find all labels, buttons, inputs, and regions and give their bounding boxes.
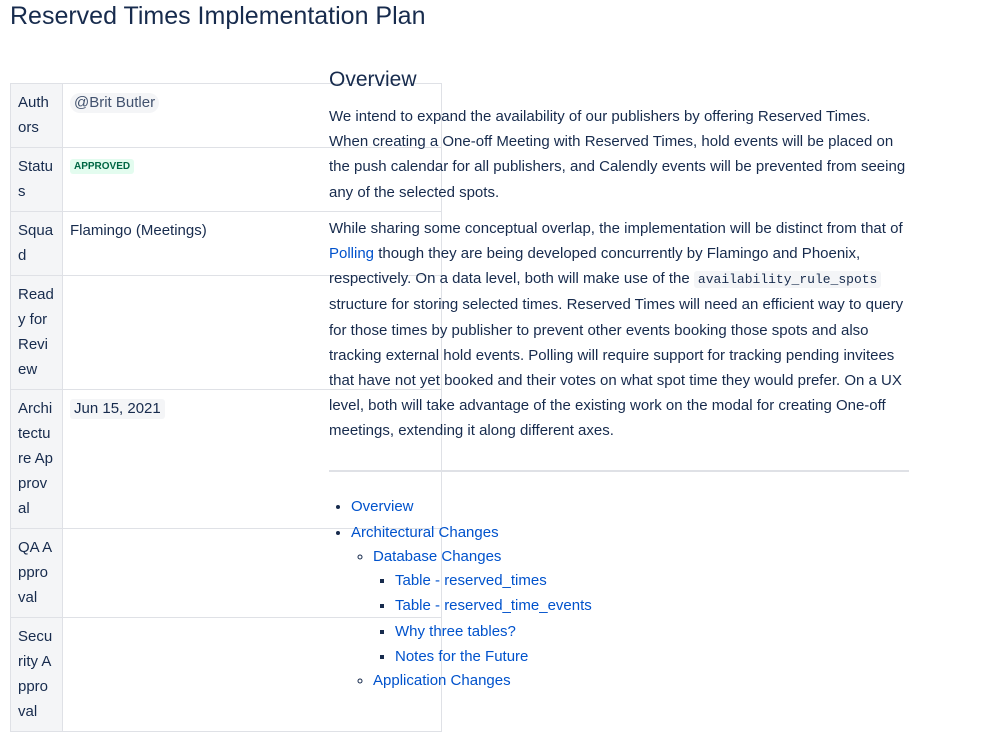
toc-item (351, 494, 909, 520)
qa-approval-label: QA Approval (11, 529, 63, 618)
ready-for-review-label: Ready for Review (11, 276, 63, 390)
approval-date[interactable]: Jun 15, 2021 (70, 399, 165, 419)
security-approval-label: Security Approval (11, 618, 63, 732)
squad-value: Flamingo (Meetings) (63, 212, 442, 276)
divider (329, 470, 909, 472)
inline-code: availability_rule_spots (694, 271, 881, 288)
paragraph-text: structure for storing selected times. Reserved Times will need an efficient way to query for those times by publisher to prevent other events booking those spots and also tracking external hold events. Polling will require support for tracking pending invitees that have not yet booked and their votes on what spot time they would prefer. On a UX level, both will take advantage of the existing work on the modal for creating One-off meetings, extending it along different axes. (329, 296, 904, 440)
architecture-approval-label: Architecture Approval (11, 390, 63, 529)
toc-link-overview[interactable]: Overview (351, 497, 414, 515)
table-of-contents (329, 494, 909, 692)
toc-link-notes-future[interactable]: Notes for the Future (395, 648, 529, 666)
toc-link-database-changes[interactable]: Database Changes (373, 547, 502, 565)
paragraph-text: While sharing some conceptual overlap, the implementation will be distinct from that of (329, 219, 903, 237)
toc-item (373, 670, 909, 692)
toc-sublist (373, 568, 909, 670)
toc-link-why-three-tables[interactable]: Why three tables? (395, 622, 516, 640)
toc-item (395, 644, 909, 670)
toc-item (351, 520, 909, 692)
toc-item (395, 619, 909, 645)
toc-link-application-changes[interactable]: Application Changes (373, 671, 511, 689)
toc-item (373, 546, 909, 670)
toc-item (395, 593, 909, 619)
main-content (329, 66, 909, 692)
toc-link-reserved-time-events[interactable]: Table - reserved_time_events (395, 597, 592, 615)
toc-link-reserved-times[interactable]: Table - reserved_times (395, 571, 547, 589)
polling-link[interactable]: Polling (329, 245, 375, 263)
overview-paragraph-2 (329, 216, 909, 444)
paragraph-text: though they are being developed concurrently by Flamingo and Phoenix, respectively. On a data level, both will make use of the (329, 245, 861, 288)
status-badge: APPROVED (70, 159, 134, 174)
author-mention[interactable]: @Brit Butler (70, 93, 159, 113)
toc-item (395, 568, 909, 594)
toc-link-architectural-changes[interactable]: Architectural Changes (351, 523, 499, 541)
status-label: Status (11, 148, 63, 212)
overview-heading: Overview (329, 68, 417, 91)
page-title: Reserved Times Implementation Plan (10, 2, 426, 30)
toc-sublist (351, 546, 909, 692)
authors-label: Authors (11, 84, 63, 148)
overview-paragraph-1: We intend to expand the availability of our publishers by offering Reserved Times. When creating a One-off Meeting with Reserved Times, hold events will be placed on the push calendar for all publishers, and Calendly events will be prevented from seeing any of the selected spots. (329, 108, 906, 201)
squad-label: Squad (11, 212, 63, 276)
